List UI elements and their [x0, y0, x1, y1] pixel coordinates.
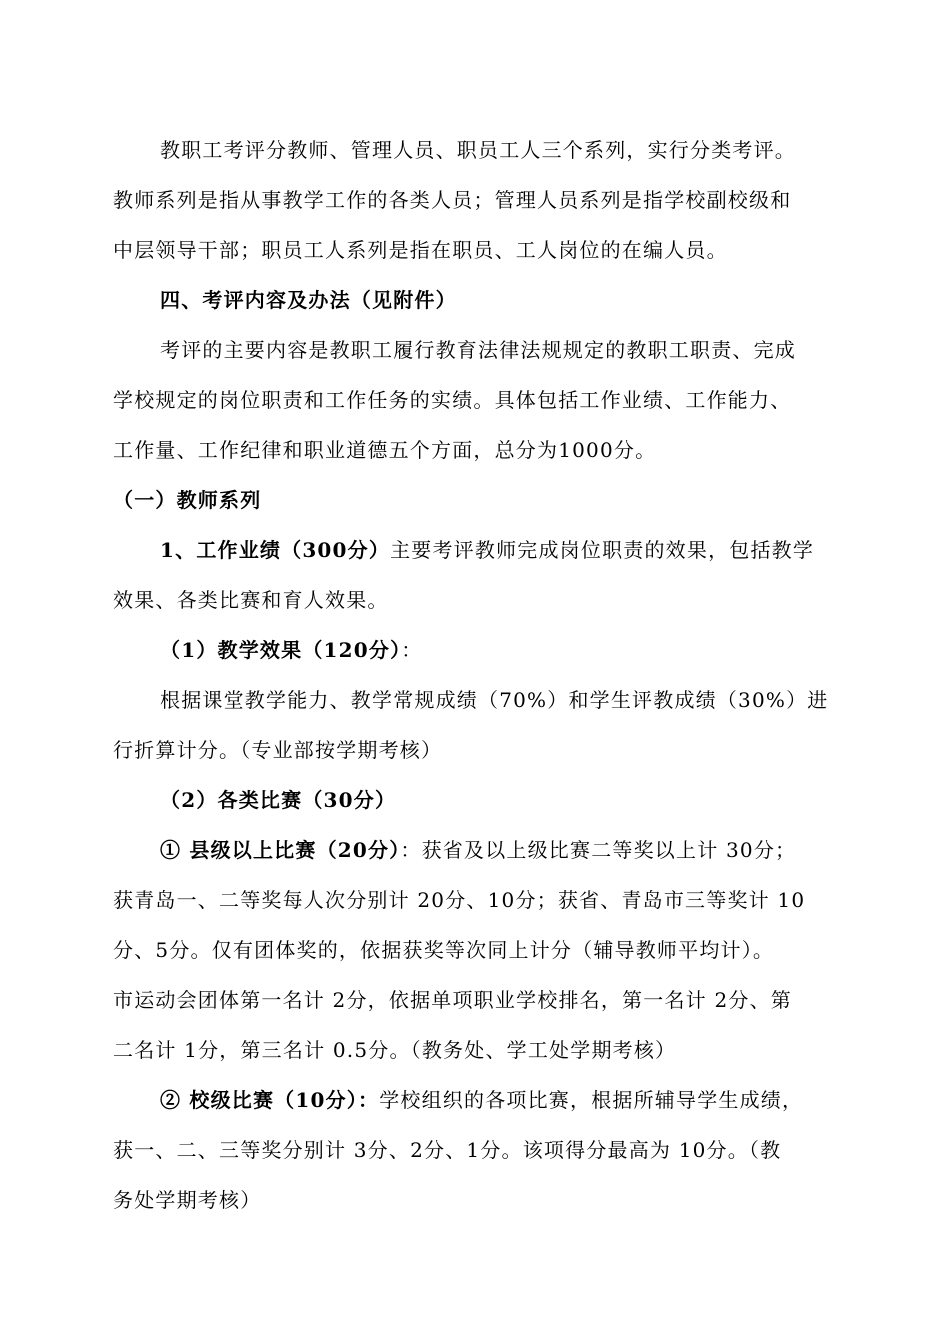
- paragraph-line: 根据课堂教学能力、教学常规成绩（70%）和学生评教成绩（30%）进: [160, 688, 829, 712]
- item-line: [160, 837, 796, 863]
- paragraph-line: 分、5分。仅有团体奖的，依据获奖等次同上计分（辅导教师平均计）。: [113, 938, 775, 962]
- section-heading: 四、考评内容及办法（见附件）: [160, 288, 457, 312]
- item-heading: ② 校级比赛（10分）：: [160, 1088, 380, 1112]
- item-text: 学校组织的各项比赛，根据所辅导学生成绩，: [379, 1088, 804, 1112]
- item-line: [160, 1087, 803, 1113]
- paragraph-line: 考评的主要内容是教职工履行教育法律法规规定的教职工职责、完成: [160, 338, 796, 362]
- paragraph-line: 务处学期考核）: [113, 1188, 262, 1212]
- paragraph-line: 行折算计分。（专业部按学期考核）: [113, 738, 443, 762]
- subsection-heading: （一）教师系列: [113, 488, 262, 512]
- paragraph-line: 学校规定的岗位职责和工作任务的实绩。具体包括工作业绩、工作能力、: [113, 388, 792, 412]
- item-text: ：获省及以上级比赛二等奖以上计 30分；: [400, 838, 797, 862]
- item-text: 主要考评教师完成岗位职责的效果，包括教学: [390, 538, 815, 562]
- paragraph-line: 教职工考评分教师、管理人员、职员工人三个系列，实行分类考评。: [160, 138, 796, 162]
- item-heading: 1、工作业绩（300分）: [160, 538, 391, 562]
- sub-item-heading: （2）各类比赛（30分）: [160, 788, 397, 812]
- paragraph-line: 二名计 1分，第三名计 0.5分。（教务处、学工处学期考核）: [113, 1038, 677, 1062]
- paragraph-line: 市运动会团体第一名计 2分，依据单项职业学校排名，第一名计 2分、第: [113, 988, 792, 1012]
- paragraph-line: 中层领导干部；职员工人系列是指在职员、工人岗位的在编人员。: [113, 238, 728, 262]
- paragraph-line: 教师系列是指从事教学工作的各类人员；管理人员系列是指学校副校级和: [113, 188, 792, 212]
- sub-item-line: [160, 637, 422, 663]
- paragraph-line: 工作量、工作纪律和职业道德五个方面，总分为1000分。: [113, 438, 657, 462]
- paragraph-line: 效果、各类比赛和育人效果。: [113, 588, 389, 612]
- colon: ：: [401, 638, 423, 662]
- paragraph-line: 获青岛一、二等奖每人次分别计 20分、10分；获省、青岛市三等奖计 10: [113, 888, 806, 912]
- item-heading: ① 县级以上比赛（20分）: [160, 838, 401, 862]
- sub-item-heading: （1）教学效果（120分）: [160, 638, 402, 662]
- item-line: [160, 537, 814, 563]
- paragraph-line: 获一、二、三等奖分别计 3分、2分、1分。该项得分最高为 10分。（教: [113, 1138, 782, 1162]
